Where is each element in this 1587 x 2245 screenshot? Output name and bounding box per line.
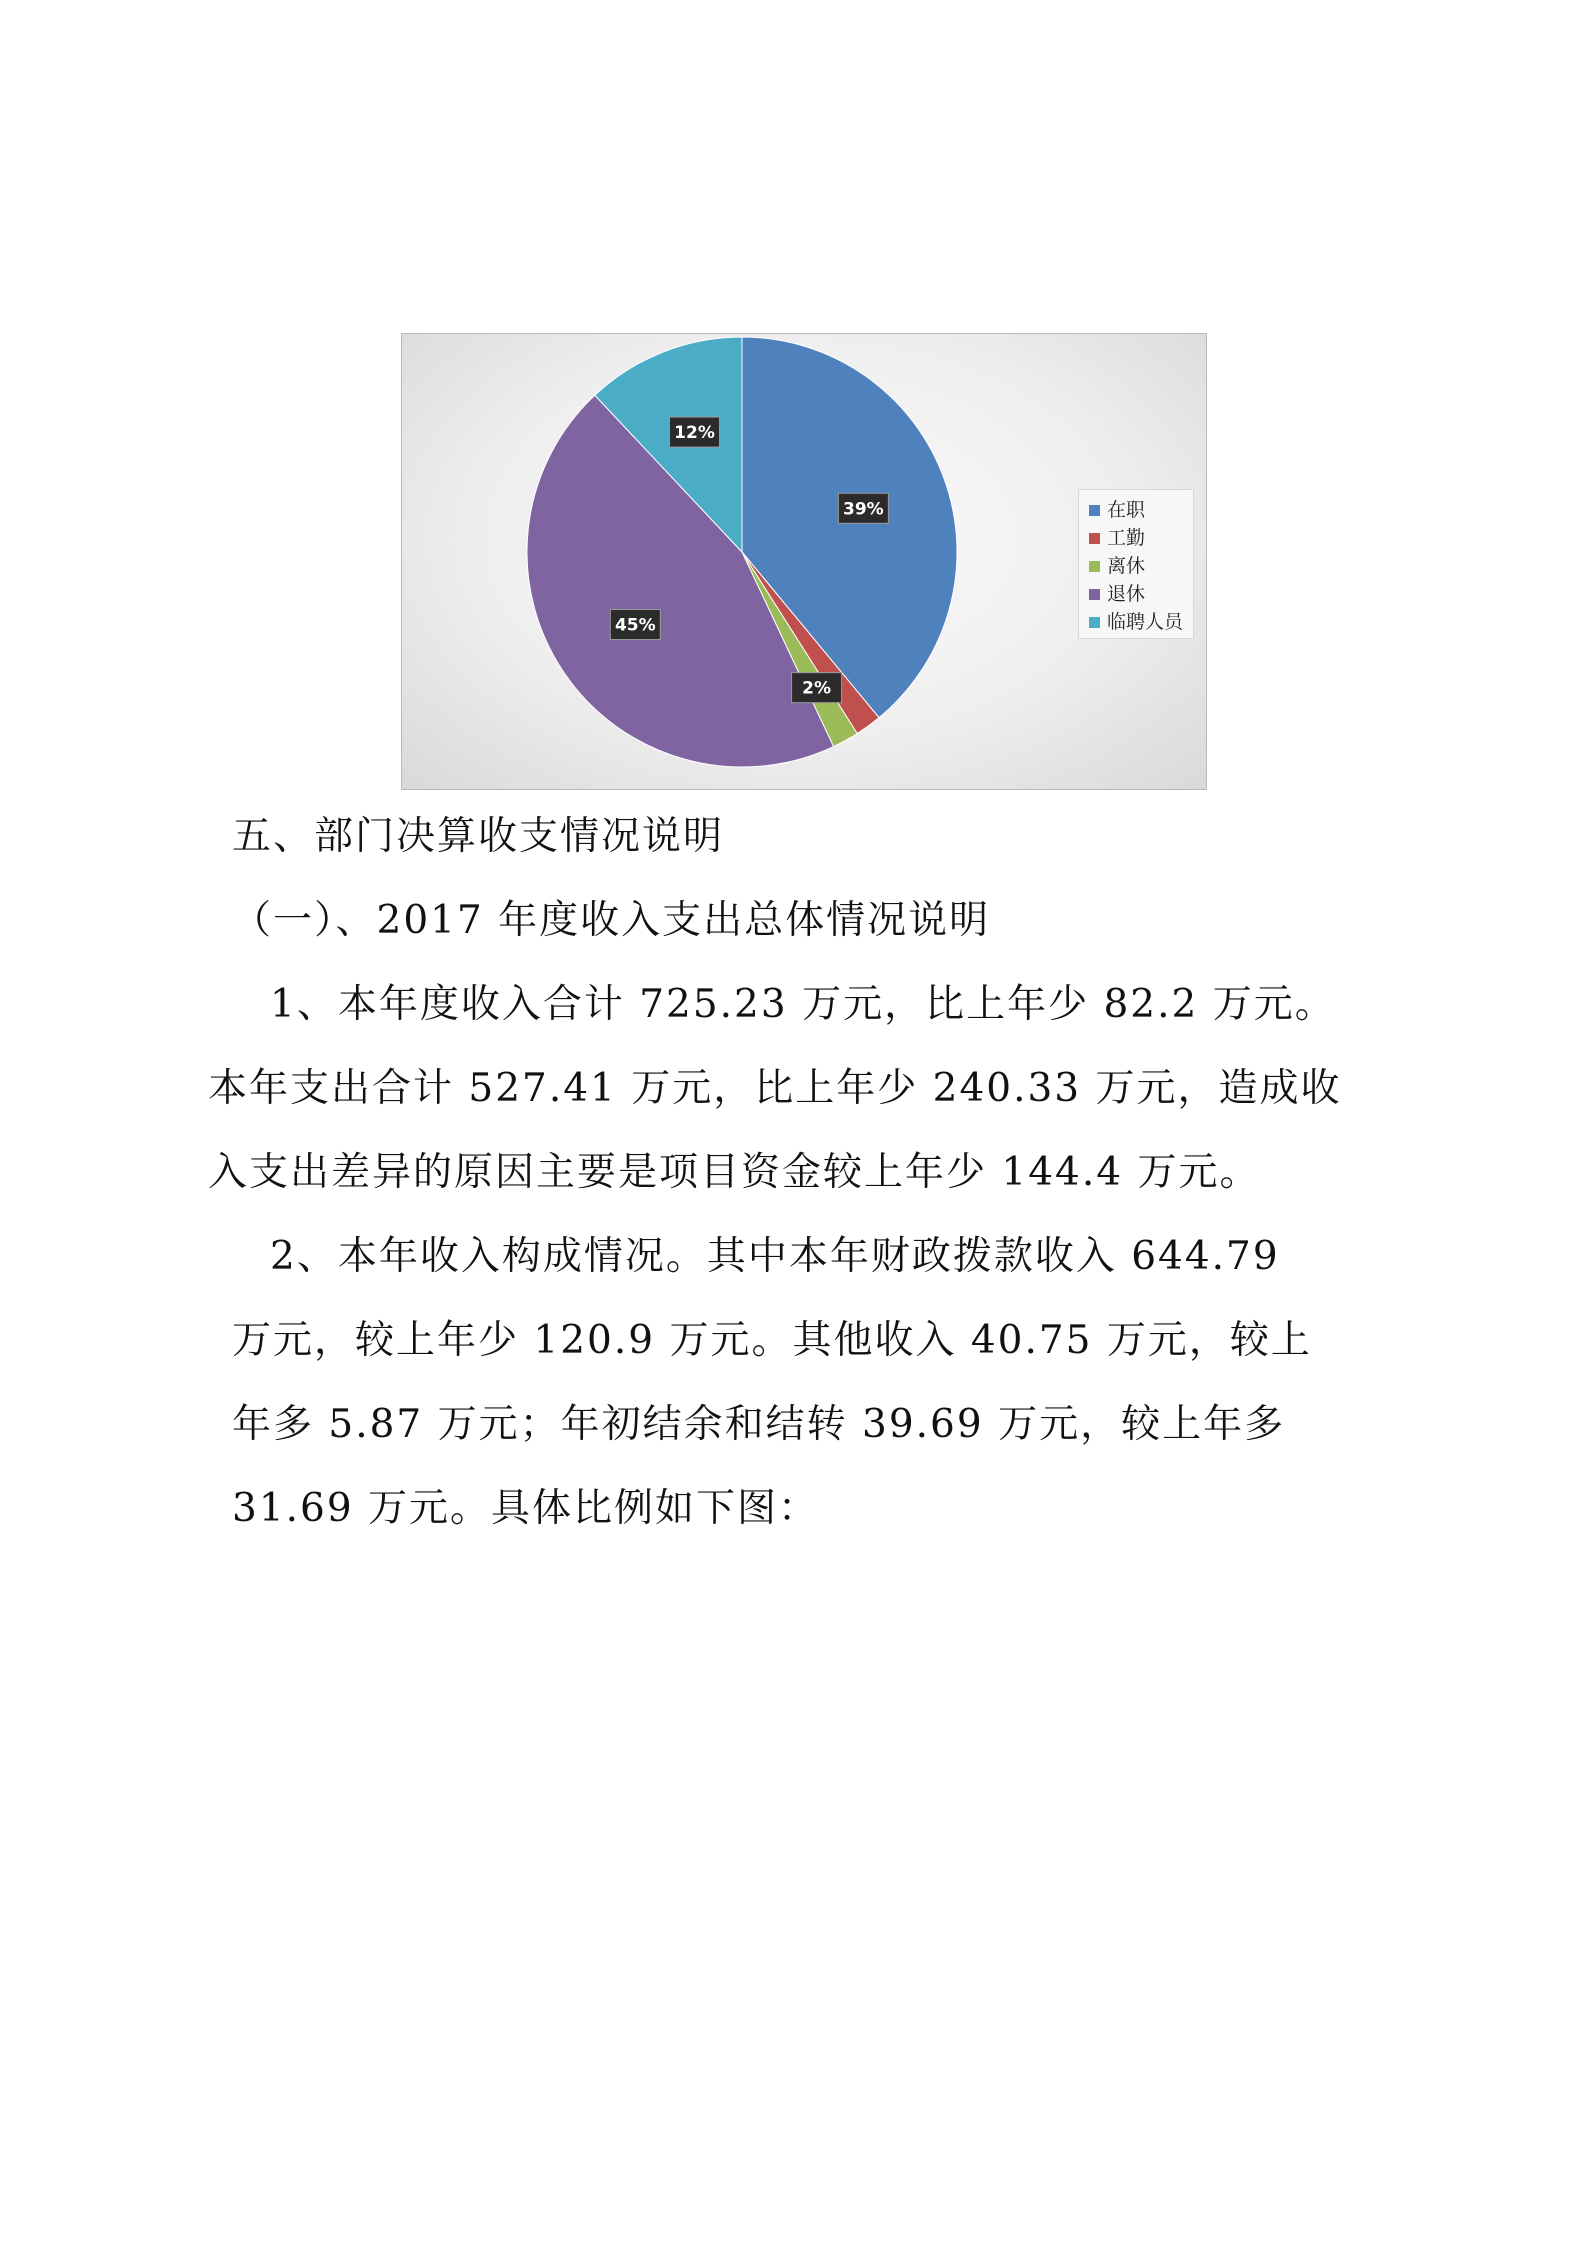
legend-label: 在职 (1107, 499, 1146, 521)
paragraph-line: 万元，较上年少 120.9 万元。其他收入 40.75 万元，较上 (232, 1318, 1312, 1363)
pie-slices (527, 337, 957, 767)
legend-item (1089, 552, 1193, 580)
legend-item (1089, 524, 1193, 552)
legend-swatch (1089, 589, 1100, 600)
legend-label: 工勤 (1107, 527, 1146, 549)
paragraph-line: 2、本年收入构成情况。其中本年财政拨款收入 644.79 (270, 1234, 1280, 1279)
legend-item (1089, 580, 1193, 608)
paragraph-line: 入支出差异的原因主要是项目资金较上年少 144.4 万元。 (208, 1150, 1261, 1195)
legend-swatch (1089, 533, 1100, 544)
legend-swatch (1089, 561, 1100, 572)
legend-label: 退休 (1107, 583, 1146, 605)
data-label: 39% (843, 499, 884, 520)
subsection-heading: （一）、2017 年度收入支出总体情况说明 (232, 898, 991, 943)
paragraph-line: 1、本年度收入合计 725.23 万元，比上年少 82.2 万元。 (270, 982, 1336, 1027)
section-heading: 五、部门决算收支情况说明 (232, 814, 725, 859)
legend-item (1089, 496, 1193, 524)
paragraph-line: 年多 5.87 万元；年初结余和结转 39.69 万元，较上年多 (232, 1402, 1286, 1447)
paragraph-line: 本年支出合计 527.41 万元，比上年少 240.33 万元，造成收 (208, 1066, 1342, 1111)
legend-item (1089, 608, 1193, 636)
data-label: 2% (802, 678, 832, 699)
chart-legend (1078, 489, 1194, 639)
legend-label: 离休 (1107, 555, 1146, 577)
legend-swatch (1089, 617, 1100, 628)
legend-label: 临聘人员 (1107, 611, 1184, 633)
data-label: 12% (674, 423, 715, 444)
data-label: 45% (614, 615, 656, 636)
paragraph-line: 31.69 万元。具体比例如下图： (232, 1486, 820, 1531)
legend-swatch (1089, 505, 1100, 516)
pie-chart (401, 333, 1207, 790)
